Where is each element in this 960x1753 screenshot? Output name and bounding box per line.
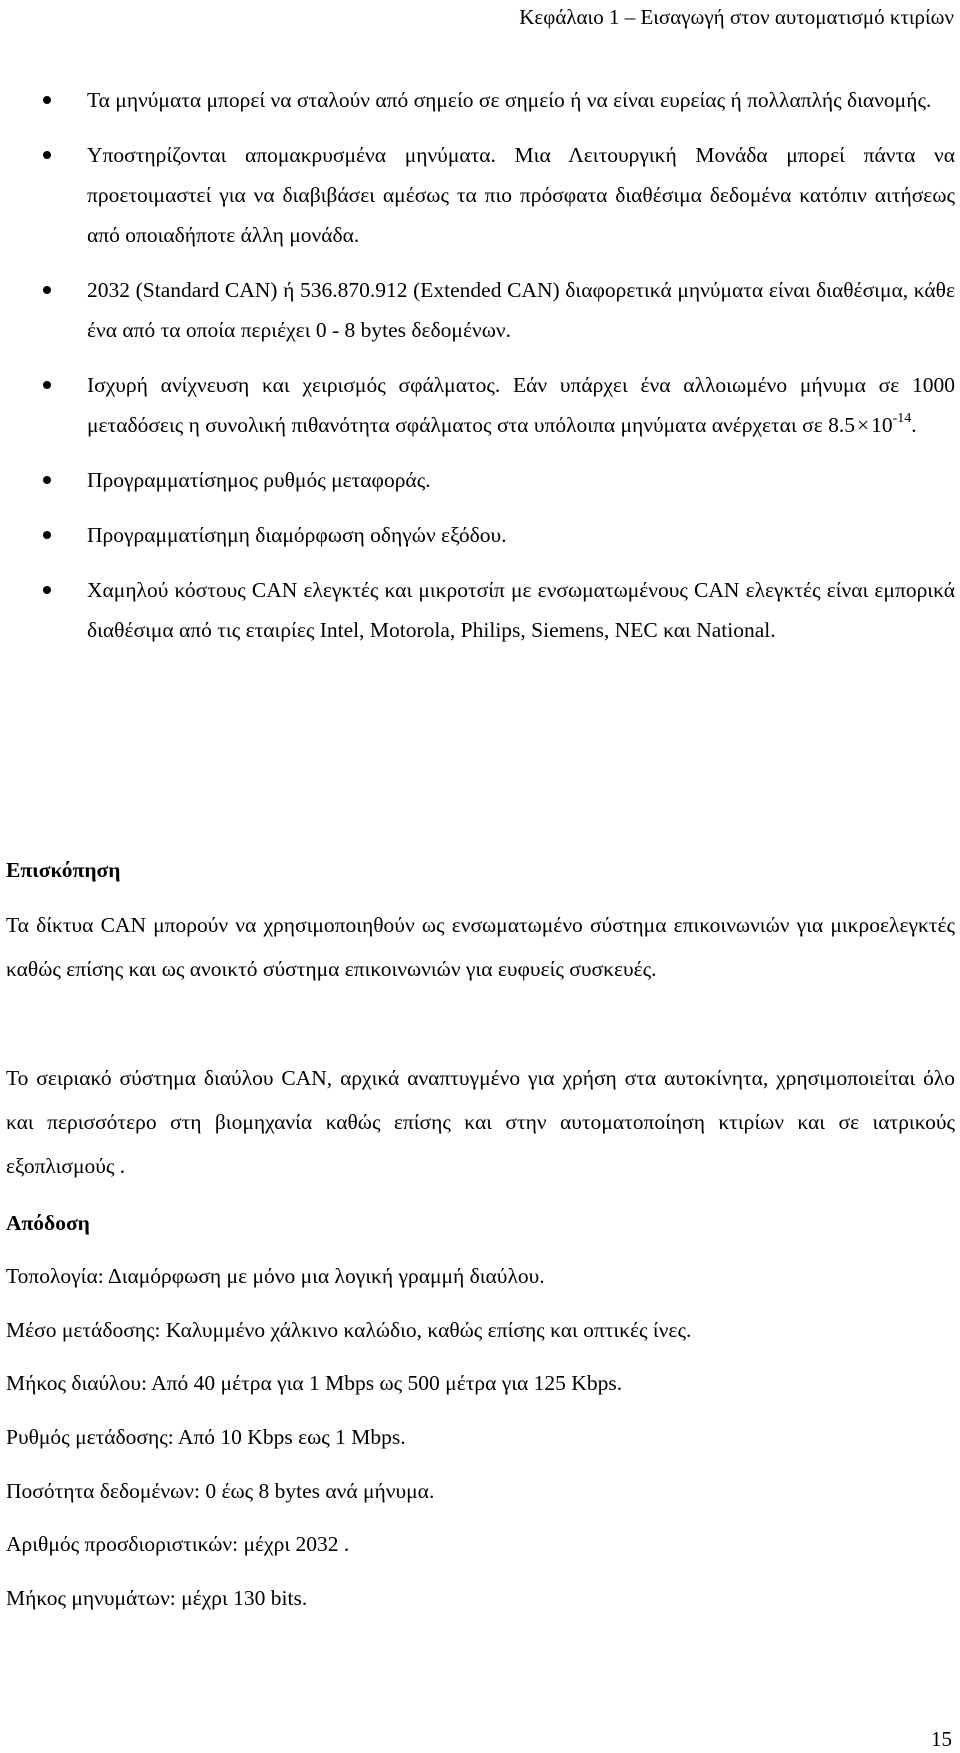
- list-item-text: [87, 373, 955, 437]
- exponent-base: 10: [871, 413, 893, 437]
- list-item: [0, 515, 955, 555]
- feature-list: [0, 80, 955, 665]
- bullet-icon: [43, 381, 51, 389]
- list-item-text: Τα μηνύματα μπορεί να σταλούν από σημείο σε σημείο ή να είναι ευρείας ή πολλαπλής διανομής.: [87, 88, 932, 112]
- overview-paragraph-2: Το σειριακό σύστημα διαύλου CAN, αρχικά αναπτυγμένο για χρήση στα αυτοκίνητα, χρησιμοποιείται όλο και περισσότερο στη βιομηχανία καθώς επίσης και στην αυτοματοποίηση κτιρίων και σε ιατρικούς εξοπλισμούς .: [6, 1066, 955, 1178]
- spec-data-amount: Ποσότητα δεδομένων: 0 έως 8 bytes ανά μήνυμα.: [6, 1479, 435, 1503]
- list-item-text: Προγραμματίσημη διαμόρφωση οδηγών εξόδου.: [87, 523, 507, 547]
- list-item: [0, 570, 955, 650]
- overview-heading: Επισκόπηση: [6, 858, 121, 882]
- times-symbol: ×: [856, 413, 870, 437]
- list-item-text: Χαμηλού κόστους CAN ελεγκτές και μικροτσίπ με ενσωματωμένους CAN ελεγκτές είναι εμπορικά διαθέσιμα από τις εταιρίες Intel, Motorola, Philips, Siemens, NEC και National.: [87, 578, 955, 642]
- spec-topology: Τοπολογία: Διαμόρφωση με μόνο μια λογική γραμμή διαύλου.: [6, 1264, 545, 1288]
- list-item-text: Υποστηρίζονται απομακρυσμένα μηνύματα. Μια Λειτουργική Μονάδα μπορεί πάντα να προετοιμαστεί για να διαβιβάσει αμέσως τα πιο πρόσφατα διαθέσιμα δεδομένα κατόπιν αιτήσεως από οποιαδήποτε άλλη μονάδα.: [87, 143, 955, 247]
- running-header: Κεφάλαιο 1 – Εισαγωγή στον αυτοματισμό κτιρίων: [519, 5, 954, 29]
- list-item-text: Προγραμματίσημος ρυθμός μεταφοράς.: [87, 468, 431, 492]
- spec-identifiers: Αριθμός προσδιοριστικών: μέχρι 2032 .: [6, 1532, 350, 1556]
- spec-message-length: Μήκος μηνυμάτων: μέχρι 130 bits.: [6, 1586, 308, 1610]
- error-text-end: .: [911, 413, 917, 437]
- list-item: [0, 365, 955, 445]
- list-item: [0, 460, 955, 500]
- bullet-icon: [43, 531, 51, 539]
- bullet-icon: [43, 96, 51, 104]
- page-number: 15: [931, 1727, 952, 1751]
- spec-bit-rate: Ρυθμός μετάδοσης: Από 10 Kbps εως 1 Mbps.: [6, 1425, 406, 1449]
- bullet-icon: [43, 586, 51, 594]
- list-item: [0, 270, 955, 350]
- spec-medium: Μέσο μετάδοσης: Καλυμμένο χάλκινο καλώδιο, καθώς επίσης και οπτικές ίνες.: [6, 1318, 692, 1342]
- performance-heading: Απόδοση: [6, 1211, 90, 1235]
- list-item: [0, 135, 955, 255]
- bullet-icon: [43, 151, 51, 159]
- error-text: Ισχυρή ανίχνευση και χειρισμός σφάλματος. Εάν υπάρχει ένα αλλοιωμένο μήνυμα σε 1000 μεταδόσεις η συνολική πιθανότητα σφάλματος στα υπόλοιπα μηνύματα ανέρχεται σε: [87, 373, 955, 437]
- list-item-text: 2032 (Standard CAN) ή 536.870.912 (Extended CAN) διαφορετικά μηνύματα είναι διαθέσιμα, κάθε ένα από τα οποία περιέχει 0 - 8 bytes δεδομένων.: [87, 278, 955, 342]
- bullet-icon: [43, 286, 51, 294]
- spec-bus-length: Μήκος διαύλου: Από 40 μέτρα για 1 Mbps ως 500 μέτρα για 125 Kbps.: [6, 1371, 623, 1395]
- list-item: [0, 80, 955, 120]
- bullet-icon: [43, 476, 51, 484]
- overview-paragraph-1: Τα δίκτυα CAN μπορούν να χρησιμοποιηθούν ως ενσωματωμένο σύστημα επικοινωνιών για μικροελεγκτές καθώς επίσης και ως ανοικτό σύστημα επικοινωνιών για ευφυείς συσκευές.: [6, 913, 955, 981]
- mantissa: 8.5: [828, 413, 855, 437]
- exponent: -14: [892, 410, 912, 426]
